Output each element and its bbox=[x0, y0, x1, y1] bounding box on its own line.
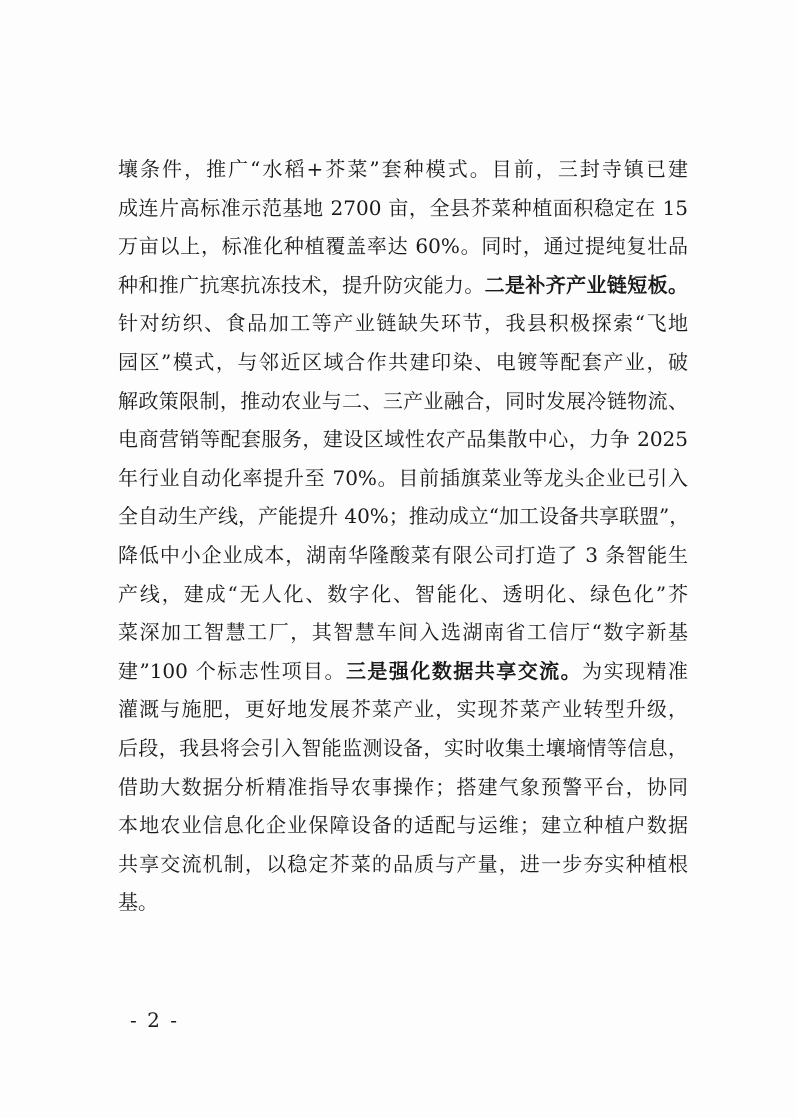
text-run: 菜深加工智慧工厂，其智慧车间入选湖南省工信厅“数字新基 bbox=[118, 620, 688, 645]
section-heading-2: 二是补齐产业链短板。 bbox=[484, 272, 689, 297]
text-line-14 bbox=[118, 652, 688, 691]
text-run: 灌溉与施肥，更好地发展芥菜产业，实现芥菜产业转型升级， bbox=[118, 697, 688, 722]
text-run: 万亩以上，标准化种植覆盖率达 60%。同时，通过提纯复壮品 bbox=[118, 234, 688, 259]
text-run: 电商营销等配套服务，建设区域性农产品集散中心，力争 2025 bbox=[118, 427, 688, 452]
page-number: - 2 - bbox=[130, 1008, 179, 1032]
text-line-5 bbox=[118, 304, 688, 343]
text-run: 建”100 个标志性项目。 bbox=[118, 658, 346, 683]
text-line-18 bbox=[118, 806, 688, 845]
text-run: 共享交流机制，以稳定芥菜的品质与产量，进一步夯实种植根 bbox=[118, 851, 688, 876]
text-line-20 bbox=[118, 883, 688, 922]
text-line-3 bbox=[118, 227, 688, 266]
text-run: 园区”模式，与邻近区域合作共建印染、电镀等配套产业，破 bbox=[118, 349, 688, 374]
text-line-15 bbox=[118, 690, 688, 729]
text-run: 成连片高标准示范基地 2700 亩，全县芥菜种植面积稳定在 15 bbox=[118, 195, 688, 220]
text-run: 产线，建成“无人化、数字化、智能化、透明化、绿色化”芥 bbox=[118, 581, 688, 606]
text-run: 解政策限制，推动农业与二、三产业融合，同时发展冷链物流、 bbox=[118, 388, 688, 413]
text-run: 全自动生产线，产能提升 40%；推动成立“加工设备共享联盟”， bbox=[118, 504, 690, 529]
text-run: 借助大数据分析精准指导农事操作；搭建气象预警平台，协同 bbox=[118, 774, 688, 799]
text-run: 针对纺织、食品加工等产业链缺失环节，我县积极探索“飞地 bbox=[118, 311, 688, 336]
text-line-11 bbox=[118, 536, 688, 575]
text-run: 基。 bbox=[118, 890, 158, 915]
text-line-8 bbox=[118, 420, 688, 459]
section-heading-3: 三是强化数据共享交流。 bbox=[345, 658, 583, 683]
text-line-6 bbox=[118, 343, 688, 382]
text-run: 壤条件，推广“水稻+芥菜”套种模式。目前，三封寺镇已建 bbox=[118, 157, 688, 181]
text-run: 种和推广抗寒抗冻技术，提升防灾能力。 bbox=[118, 272, 485, 297]
text-line-4 bbox=[118, 266, 688, 305]
text-run: 降低中小企业成本，湖南华隆酸菜有限公司打造了 3 条智能生 bbox=[118, 542, 688, 567]
text-line-1 bbox=[118, 150, 688, 189]
text-line-17 bbox=[118, 768, 688, 807]
text-run: 年行业自动化率提升至 70%。目前插旗菜业等龙头企业已引入 bbox=[118, 465, 688, 490]
text-run: 后段，我县将会引入智能监测设备，实时收集土壤墒情等信息， bbox=[118, 735, 688, 760]
text-run: 本地农业信息化企业保障设备的适配与运维；建立种植户数据 bbox=[118, 813, 688, 838]
text-line-9 bbox=[118, 459, 688, 498]
text-line-12 bbox=[118, 575, 688, 614]
text-line-7 bbox=[118, 382, 688, 421]
text-line-16 bbox=[118, 729, 688, 768]
text-line-10 bbox=[118, 497, 688, 536]
text-line-13 bbox=[118, 613, 688, 652]
text-line-19 bbox=[118, 845, 688, 884]
text-run: 为实现精准 bbox=[582, 658, 688, 683]
body-text bbox=[118, 150, 688, 922]
text-line-2 bbox=[118, 189, 688, 228]
